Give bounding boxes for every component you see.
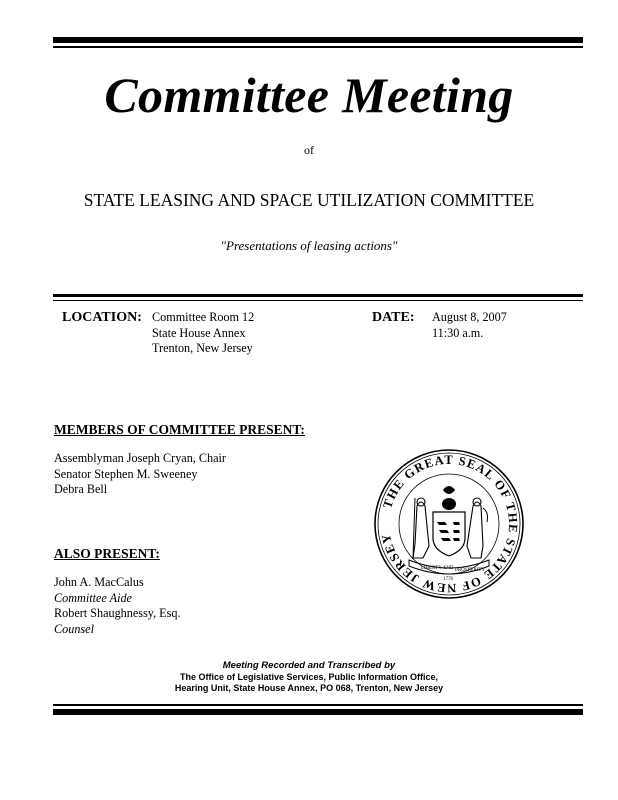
committee-name: STATE LEASING AND SPACE UTILIZATION COMMITTEE — [83, 190, 535, 210]
person-name: Robert Shaughnessy, Esq. — [54, 606, 181, 620]
middle-rule-thin — [53, 300, 583, 301]
seal-year: 1776 — [443, 577, 453, 582]
top-rule-thick — [53, 37, 583, 43]
also-present-heading: ALSO PRESENT: — [54, 546, 160, 561]
footer-credit — [0, 660, 618, 695]
middle-rule-thick — [53, 294, 583, 297]
also-present-list — [54, 575, 181, 637]
member-name: Debra Bell — [54, 482, 108, 496]
location-lines — [152, 310, 254, 357]
member-name: Senator Stephen M. Sweeney — [54, 466, 198, 481]
location-line: Committee Room 12 — [152, 310, 255, 324]
person-role: Committee Aide — [54, 590, 132, 605]
bottom-rule-thin — [53, 704, 583, 706]
meeting-subtitle: "Presentations of leasing actions" — [220, 238, 398, 253]
date-label: DATE: — [372, 310, 415, 325]
seal-banner-left: LIBERTY AND — [421, 566, 454, 571]
person-role: Counsel — [54, 621, 94, 636]
footer-line-3: Hearing Unit, State House Annex, PO 068, Trenton, New Jersey — [174, 683, 444, 693]
members-heading: MEMBERS OF COMMITTEE PRESENT: — [54, 422, 305, 437]
date-lines — [432, 310, 507, 341]
top-rule-thin — [53, 46, 583, 48]
seal-banner-right: PROSPERITY — [455, 568, 486, 573]
date-line: August 8, 2007 — [432, 310, 507, 324]
date-line: 11:30 a.m. — [432, 325, 484, 340]
location-line: Trenton, New Jersey — [152, 341, 253, 355]
location-line: State House Annex — [152, 325, 246, 340]
bottom-rule-thick — [53, 709, 583, 715]
footer-line-2: The Office of Legislative Services, Public Information Office, — [179, 671, 439, 682]
members-list — [54, 451, 226, 498]
of-text: of — [304, 143, 314, 157]
footer-line-1: Meeting Recorded and Transcribed by — [222, 660, 396, 671]
great-seal-image — [373, 448, 525, 600]
person-name: John A. MacCalus — [54, 575, 144, 589]
document-title: Committee Meeting — [104, 67, 514, 123]
location-label: LOCATION: — [62, 310, 142, 325]
seal-ring-text: THE GREAT SEAL OF THE STATE OF NEW JERSEY — [378, 452, 521, 596]
member-name: Assemblyman Joseph Cryan, Chair — [54, 451, 226, 465]
